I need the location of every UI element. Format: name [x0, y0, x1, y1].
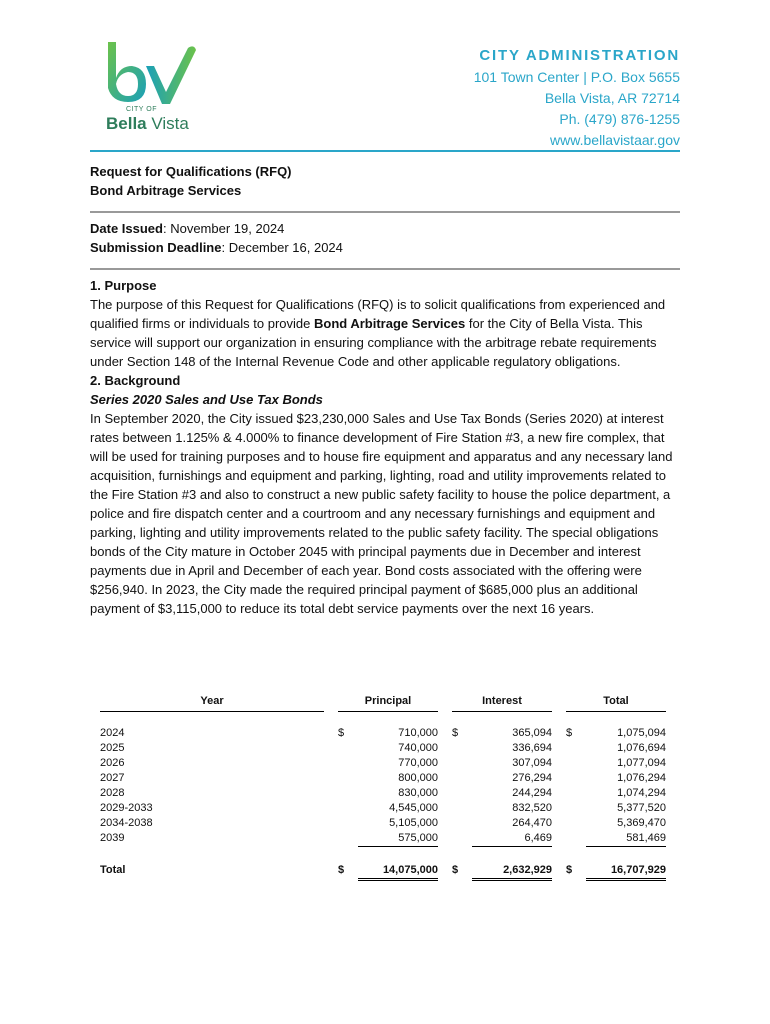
cell-gap: [324, 857, 338, 880]
cell-interest: 365,094: [512, 727, 552, 739]
cell-total: 1,074,294: [617, 787, 666, 799]
cell-currency: [566, 741, 586, 756]
table-row: [100, 786, 666, 801]
background-heading: 2. Background: [90, 373, 181, 388]
cell-year: 2026: [100, 757, 125, 769]
cell-currency: [452, 831, 472, 847]
cell-currency: [452, 771, 472, 786]
cell-currency: [566, 801, 586, 816]
cell-currency: $: [338, 864, 345, 877]
address-line: 101 Town Center | P.O. Box 5655: [473, 69, 680, 85]
cell-interest: 276,294: [512, 772, 552, 784]
cell-currency: [566, 756, 586, 771]
cell-principal: 770,000: [398, 757, 438, 769]
cell-principal: 800,000: [398, 772, 438, 784]
header-divider: [90, 150, 680, 152]
cell-gap: [552, 726, 566, 741]
purpose-text-b: for the City of Bella Vista. This service will support our organization in ensuring compliance with the arbitrage rebate requirements under Section 148 of the Internal Revenue Code and other applicable regulatory obligations.: [90, 316, 657, 369]
cell-total: 581,469: [586, 831, 666, 847]
cell-principal: 5,105,000: [389, 817, 438, 829]
table-total-row: [100, 857, 666, 880]
background-paragraph: In September 2020, the City issued $23,230,000 Sales and Use Tax Bonds (Series 2020) at interest rates between 1.125% & 4.000% to finance development of Fire Station #3, a new fire complex, that will be used for training purposes and to house fire equipment and apparatus and any necessary land acquisition, furnishings and equipment and parking, lighting, road and utility improvements related to the Fire Station #3 and also to construct a new public safety facility to house the police department, a police and fire dispatch center and a courtroom and any necessary furnishings and equipment and parking, lighting and utility improvements related to the public safety facility. The special obligations bonds of the City mature in October 2045 with principal payments due in December and interest payments due in April and December of each year. Bond costs associated with the offering were $256,940. In 2023, the City made the required principal payment of $685,000 plus an additional payment of $3,115,000 to reduce its total debt service payments over the next 16 years.: [90, 411, 673, 616]
total-label: Total: [100, 864, 126, 877]
website-link[interactable]: www.bellavistaar.gov: [550, 132, 680, 148]
cell-total: 5,369,470: [617, 817, 666, 829]
purpose-text-a: The purpose of this Request for Qualifications (RFQ) is to solicit qualifications from experienced and qualified firms or individuals to provide: [90, 297, 666, 331]
cell-year: 2028: [100, 787, 125, 799]
logo-name: [106, 114, 189, 134]
title-line-1: Request for Qualifications (RFQ): [90, 164, 292, 179]
cell-interest: 336,694: [512, 742, 552, 754]
table-row: [100, 831, 666, 847]
cell-currency: [338, 816, 358, 831]
cell-gap: [438, 786, 452, 801]
divider-2: [90, 268, 680, 270]
purpose-text-bold: Bond Arbitrage Services: [314, 316, 466, 331]
deadline-label: Submission Deadline: [90, 240, 222, 255]
contact-block: [474, 47, 680, 151]
document-title: [90, 162, 680, 200]
cell-currency: [452, 741, 472, 756]
cell-currency: [566, 816, 586, 831]
table-row: [100, 726, 666, 741]
cell-currency: [452, 786, 472, 801]
date-issued: [90, 219, 680, 238]
cell-year: 2024: [100, 727, 125, 739]
cell-total: 1,076,294: [617, 772, 666, 784]
cell-total: 5,377,520: [617, 802, 666, 814]
total-interest: 2,632,929: [472, 857, 552, 880]
cell-currency: [338, 801, 358, 816]
cell-gap: [438, 756, 452, 771]
cell-currency: [566, 831, 586, 847]
cell-year: 2029-2033: [100, 802, 153, 814]
dates-block: [90, 219, 680, 257]
city-state-line: Bella Vista, AR 72714: [544, 90, 680, 106]
cell-currency: [338, 831, 358, 847]
cell-principal: 830,000: [398, 787, 438, 799]
title-line-2: Bond Arbitrage Services: [90, 183, 242, 198]
table-row: [100, 816, 666, 831]
cell-currency: [452, 801, 472, 816]
cell-gap: [438, 726, 452, 741]
logo-city-of-text: CITY OF: [126, 106, 157, 113]
table-row: [100, 741, 666, 756]
cell-interest: 264,470: [512, 817, 552, 829]
cell-gap: [324, 816, 338, 831]
date-issued-label: Date Issued: [90, 221, 163, 236]
cell-currency: [338, 786, 358, 801]
table-spacer: [100, 847, 666, 857]
cell-year: 2025: [100, 742, 125, 754]
logo-name-rest: Vista: [146, 114, 189, 133]
cell-currency: [338, 756, 358, 771]
submission-deadline: [90, 238, 680, 257]
cell-principal: 575,000: [358, 831, 438, 847]
table-row: [100, 801, 666, 816]
table-row: [100, 756, 666, 771]
cell-principal: 710,000: [398, 727, 438, 739]
table-header-row: [100, 694, 666, 712]
cell-currency: [452, 816, 472, 831]
cell-year: 2034-2038: [100, 817, 153, 829]
table-body: [100, 712, 666, 880]
cell-currency: $: [566, 864, 573, 877]
debt-service-table: [100, 694, 666, 881]
cell-total: 1,077,094: [617, 757, 666, 769]
cell-interest: 244,294: [512, 787, 552, 799]
cell-year: 2027: [100, 772, 125, 784]
cell-interest: 307,094: [512, 757, 552, 769]
cell-gap: [438, 741, 452, 756]
cell-interest: 832,520: [512, 802, 552, 814]
header-total: Total: [566, 694, 666, 712]
cell-gap: [552, 801, 566, 816]
cell-gap: [438, 801, 452, 816]
cell-gap: [552, 741, 566, 756]
date-issued-value: : November 19, 2024: [162, 221, 285, 236]
header-principal: Principal: [338, 694, 438, 712]
cell-currency: $: [566, 727, 573, 739]
cell-currency: $: [452, 864, 459, 877]
table-spacer: [100, 712, 666, 727]
body-text: [90, 276, 680, 618]
bella-vista-logo-icon: [100, 38, 210, 110]
cell-principal: 4,545,000: [389, 802, 438, 814]
cell-currency: [566, 771, 586, 786]
department-title: CITY ADMINISTRATION: [479, 47, 680, 64]
cell-total: 1,075,094: [617, 727, 666, 739]
header-interest: Interest: [452, 694, 552, 712]
cell-gap: [552, 771, 566, 786]
purpose-heading: 1. Purpose: [90, 278, 157, 293]
cell-gap: [438, 771, 452, 786]
cell-interest: 6,469: [472, 831, 552, 847]
cell-gap: [324, 801, 338, 816]
cell-gap: [324, 831, 338, 847]
deadline-value: : December 16, 2024: [221, 240, 343, 255]
cell-gap: [438, 816, 452, 831]
phone-line: Ph. (479) 876-1255: [559, 111, 680, 127]
cell-gap: [324, 771, 338, 786]
city-logo: [100, 38, 210, 138]
cell-gap: [324, 786, 338, 801]
cell-gap: [324, 726, 338, 741]
cell-principal: 740,000: [398, 742, 438, 754]
header-year: Year: [100, 694, 324, 712]
divider-1: [90, 211, 680, 213]
cell-currency: $: [338, 727, 345, 739]
cell-gap: [324, 741, 338, 756]
cell-currency: [452, 756, 472, 771]
total-principal: 14,075,000: [358, 857, 438, 880]
purpose-paragraph: [90, 295, 680, 371]
cell-currency: [566, 786, 586, 801]
cell-gap: [324, 756, 338, 771]
background-subheading: Series 2020 Sales and Use Tax Bonds: [90, 392, 323, 407]
total-total: 16,707,929: [586, 857, 666, 880]
cell-gap: [552, 831, 566, 847]
logo-name-bold: Bella: [106, 114, 147, 133]
cell-gap: [438, 831, 452, 847]
cell-gap: [552, 786, 566, 801]
cell-gap: [552, 816, 566, 831]
cell-gap: [552, 857, 566, 880]
table-row: [100, 771, 666, 786]
cell-currency: [338, 771, 358, 786]
cell-currency: [338, 741, 358, 756]
cell-gap: [552, 756, 566, 771]
cell-gap: [438, 857, 452, 880]
cell-currency: $: [452, 727, 459, 739]
cell-year: 2039: [100, 832, 125, 845]
cell-total: 1,076,694: [617, 742, 666, 754]
